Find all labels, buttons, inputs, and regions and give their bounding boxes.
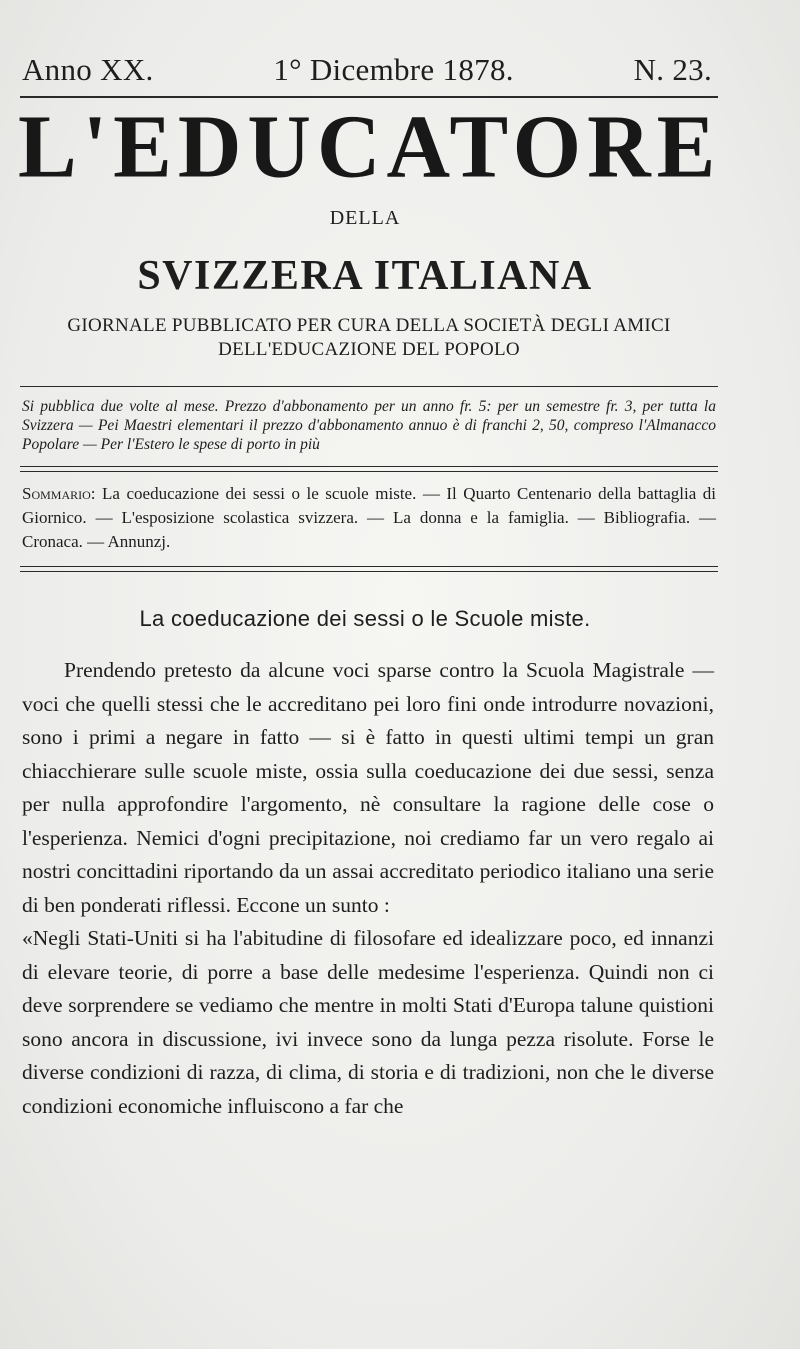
article-body — [22, 654, 714, 1123]
subscription-divider-top — [20, 466, 718, 467]
newspaper-subtitle: SVIZZERA ITALIANA — [137, 253, 593, 299]
issue-number: N. 23. — [633, 52, 712, 87]
volume-year: Anno XX. — [22, 52, 154, 87]
article-paragraph: Prendendo pretesto da alcune voci sparse contro la Scuola Magistrale — voci che quelli stessi che le accreditano pei loro fini onde introdurre novazioni, sono i primi a negare in fatto — si è fatto in questi ultimi tempi un gran chiacchierare sulle scuole miste, ossia sulla coeducazione dei due sessi, senza per nulla approfondire l'argomento, nè consultare la ragione delle cose o l'esperienza. Nemici d'ogni precipitazione, noi crediamo far un vero regalo ai nostri concittadini riportando da un assai accreditato periodico italiano una serie di ben ponderati riflessi. Eccone un sunto : — [22, 658, 714, 917]
article-title: La coeducazione dei sessi o le Scuole miste. — [139, 606, 591, 631]
table-of-contents — [22, 482, 716, 554]
subscription-info: Si pubblica due volte al mese. Prezzo d'abbonamento per un anno fr. 5: per un semestre fr. 3, per tutta la Svizzera — Pei Maestri elementari il prezzo d'abbonamento annuo è di franchi 2, 50, compreso l'Almanacco Popolare — Per l'Estero le spese di porto in più — [22, 398, 716, 453]
masthead-divider — [20, 386, 718, 387]
contents-label: Sommario: — [22, 484, 96, 503]
publisher-note — [24, 314, 714, 362]
masthead-info-line — [22, 52, 712, 88]
contents-divider-bottom — [20, 571, 718, 572]
subscription-divider-bottom — [20, 471, 718, 472]
contents-divider-top — [20, 566, 718, 567]
publisher-note-line1: GIORNALE PUBBLICATO PER CURA DELLA SOCIETÀ DEGLI AMICI — [67, 315, 671, 336]
publisher-note-line2: DELL'EDUCAZIONE DEL POPOLO — [218, 339, 520, 360]
title-connector: DELLA — [329, 207, 401, 229]
issue-date: 1° Dicembre 1878. — [273, 52, 514, 87]
article-quote-paragraph: «Negli Stati-Uniti si ha l'abitudine di filosofare ed idealizzare poco, ed innanzi di elevare teorie, di porre a base delle medesime l'esperienza. Quindi non ci deve sorprendere se vediamo che mentre in molti Stati d'Europa talune quistioni sono ancora in discussione, ivi invece sono da lunga pezza risolute. Forse le diverse condizioni di razza, di clima, di storia e di tradizioni, non che le diverse condizioni economiche influiscono a far che — [22, 926, 714, 1118]
newspaper-title: L'EDUCATORE — [18, 98, 722, 197]
contents-text: La coeducazione dei sessi o le scuole miste. — Il Quarto Centenario della battaglia di Giornico. — L'esposizione scolastica svizzera. — La donna e la famiglia. — Bibliografia. — Cronaca. — Annunzj. — [22, 484, 716, 551]
